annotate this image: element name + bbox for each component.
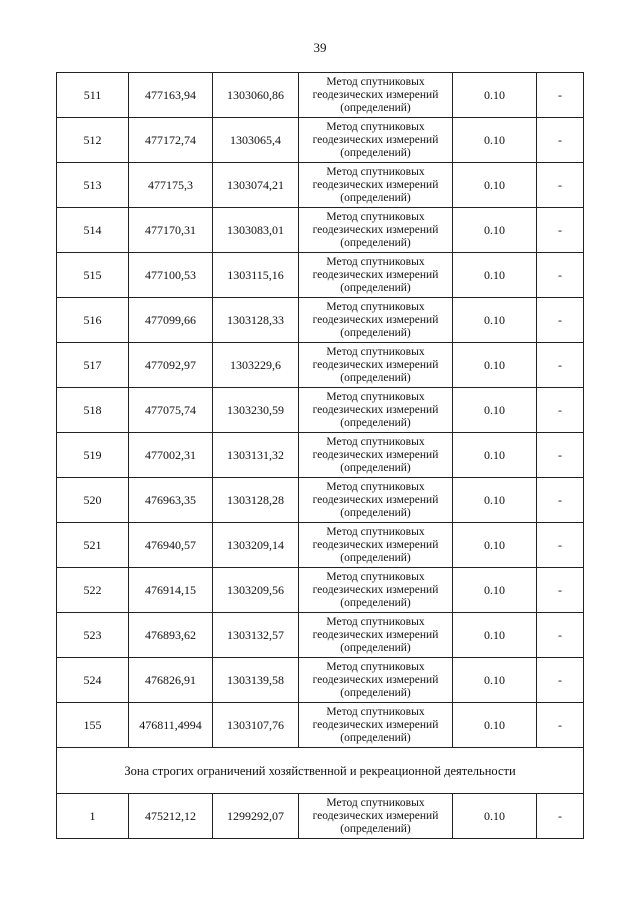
table-row xyxy=(57,523,584,568)
x-coordinate-cell: 477172,74 xyxy=(129,118,213,163)
method-line-3: (определений) xyxy=(340,551,411,564)
x-coordinate-cell: 477163,94 xyxy=(129,73,213,118)
point-number-cell: 519 xyxy=(57,433,129,478)
method-line-3: (определений) xyxy=(340,461,411,474)
x-coordinate-cell: 477100,53 xyxy=(129,253,213,298)
method-line-1: Метод спутниковых xyxy=(326,480,425,493)
x-coordinate-cell: 477092,97 xyxy=(129,343,213,388)
description-cell: - xyxy=(537,298,584,343)
method-line-3: (определений) xyxy=(340,641,411,654)
table-row xyxy=(57,163,584,208)
description-cell: - xyxy=(537,388,584,433)
method-cell xyxy=(299,343,453,388)
x-coordinate-cell: 477099,66 xyxy=(129,298,213,343)
method-cell xyxy=(299,298,453,343)
method-line-2: геодезических измерений xyxy=(312,718,439,731)
method-cell xyxy=(299,568,453,613)
method-line-2: геодезических измерений xyxy=(312,448,439,461)
method-cell xyxy=(299,73,453,118)
y-coordinate-cell: 1303128,33 xyxy=(213,298,299,343)
method-line-3: (определений) xyxy=(340,236,411,249)
y-coordinate-cell: 1303074,21 xyxy=(213,163,299,208)
method-line-3: (определений) xyxy=(340,146,411,159)
method-line-3: (определений) xyxy=(340,731,411,744)
point-number-cell: 1 xyxy=(57,794,129,839)
method-line-1: Метод спутниковых xyxy=(326,165,425,178)
method-line-3: (определений) xyxy=(340,191,411,204)
method-cell xyxy=(299,433,453,478)
description-cell: - xyxy=(537,703,584,748)
y-coordinate-cell: 1303128,28 xyxy=(213,478,299,523)
point-number-cell: 511 xyxy=(57,73,129,118)
method-line-1: Метод спутниковых xyxy=(326,660,425,673)
x-coordinate-cell: 476893,62 xyxy=(129,613,213,658)
method-line-3: (определений) xyxy=(340,281,411,294)
accuracy-cell: 0.10 xyxy=(453,298,537,343)
method-line-1: Метод спутниковых xyxy=(326,120,425,133)
y-coordinate-cell: 1303209,56 xyxy=(213,568,299,613)
method-line-3: (определений) xyxy=(340,506,411,519)
method-line-3: (определений) xyxy=(340,686,411,699)
description-cell: - xyxy=(537,73,584,118)
method-line-2: геодезических измерений xyxy=(312,493,439,506)
method-line-2: геодезических измерений xyxy=(312,88,439,101)
method-line-1: Метод спутниковых xyxy=(326,390,425,403)
table-row xyxy=(57,703,584,748)
method-line-1: Метод спутниковых xyxy=(326,796,425,809)
x-coordinate-cell: 477170,31 xyxy=(129,208,213,253)
y-coordinate-cell: 1303115,16 xyxy=(213,253,299,298)
y-coordinate-cell: 1303083,01 xyxy=(213,208,299,253)
accuracy-cell: 0.10 xyxy=(453,658,537,703)
x-coordinate-cell: 476940,57 xyxy=(129,523,213,568)
accuracy-cell: 0.10 xyxy=(453,613,537,658)
y-coordinate-cell: 1303060,86 xyxy=(213,73,299,118)
scan-edge-mark xyxy=(628,650,634,850)
y-coordinate-cell: 1303230,59 xyxy=(213,388,299,433)
description-cell: - xyxy=(537,478,584,523)
accuracy-cell: 0.10 xyxy=(453,523,537,568)
method-cell xyxy=(299,523,453,568)
method-line-3: (определений) xyxy=(340,371,411,384)
zone-title: Зона строгих ограничений хозяйственной и рекреационной деятельности xyxy=(57,748,584,794)
description-cell: - xyxy=(537,343,584,388)
description-cell: - xyxy=(537,794,584,839)
method-line-1: Метод спутниковых xyxy=(326,345,425,358)
point-number-cell: 520 xyxy=(57,478,129,523)
accuracy-cell: 0.10 xyxy=(453,388,537,433)
method-line-1: Метод спутниковых xyxy=(326,705,425,718)
point-number-cell: 518 xyxy=(57,388,129,433)
method-cell xyxy=(299,253,453,298)
method-line-1: Метод спутниковых xyxy=(326,210,425,223)
point-number-cell: 517 xyxy=(57,343,129,388)
point-number-cell: 516 xyxy=(57,298,129,343)
table-body-points xyxy=(57,73,584,748)
description-cell: - xyxy=(537,568,584,613)
method-line-2: геодезических измерений xyxy=(312,583,439,596)
description-cell: - xyxy=(537,523,584,568)
method-line-2: геодезических измерений xyxy=(312,358,439,371)
table-row xyxy=(57,794,584,839)
method-line-1: Метод спутниковых xyxy=(326,435,425,448)
x-coordinate-cell: 476914,15 xyxy=(129,568,213,613)
x-coordinate-cell: 477002,31 xyxy=(129,433,213,478)
accuracy-cell: 0.10 xyxy=(453,118,537,163)
y-coordinate-cell: 1299292,07 xyxy=(213,794,299,839)
table-row xyxy=(57,478,584,523)
method-cell xyxy=(299,388,453,433)
description-cell: - xyxy=(537,163,584,208)
point-number-cell: 513 xyxy=(57,163,129,208)
coordinates-table xyxy=(56,72,584,839)
description-cell: - xyxy=(537,658,584,703)
y-coordinate-cell: 1303132,57 xyxy=(213,613,299,658)
method-line-3: (определений) xyxy=(340,596,411,609)
table-row xyxy=(57,658,584,703)
method-line-1: Метод спутниковых xyxy=(326,255,425,268)
description-cell: - xyxy=(537,208,584,253)
accuracy-cell: 0.10 xyxy=(453,433,537,478)
method-line-3: (определений) xyxy=(340,326,411,339)
table-row xyxy=(57,388,584,433)
x-coordinate-cell: 477175,3 xyxy=(129,163,213,208)
method-cell xyxy=(299,118,453,163)
method-cell xyxy=(299,658,453,703)
x-coordinate-cell: 476963,35 xyxy=(129,478,213,523)
method-cell xyxy=(299,703,453,748)
zone-header-row xyxy=(57,748,584,794)
method-line-1: Метод спутниковых xyxy=(326,75,425,88)
method-cell xyxy=(299,613,453,658)
point-number-cell: 522 xyxy=(57,568,129,613)
method-cell xyxy=(299,163,453,208)
accuracy-cell: 0.10 xyxy=(453,794,537,839)
accuracy-cell: 0.10 xyxy=(453,478,537,523)
method-line-2: геодезических измерений xyxy=(312,673,439,686)
accuracy-cell: 0.10 xyxy=(453,253,537,298)
page-number: 39 xyxy=(313,40,327,55)
y-coordinate-cell: 1303131,32 xyxy=(213,433,299,478)
method-line-2: геодезических измерений xyxy=(312,268,439,281)
method-line-1: Метод спутниковых xyxy=(326,570,425,583)
method-line-1: Метод спутниковых xyxy=(326,300,425,313)
point-number-cell: 512 xyxy=(57,118,129,163)
table-row xyxy=(57,298,584,343)
x-coordinate-cell: 476826,91 xyxy=(129,658,213,703)
method-line-2: геодезических измерений xyxy=(312,133,439,146)
y-coordinate-cell: 1303065,4 xyxy=(213,118,299,163)
accuracy-cell: 0.10 xyxy=(453,163,537,208)
point-number-cell: 515 xyxy=(57,253,129,298)
method-line-2: геодезических измерений xyxy=(312,313,439,326)
method-cell xyxy=(299,794,453,839)
table-row xyxy=(57,118,584,163)
description-cell: - xyxy=(537,253,584,298)
table-row xyxy=(57,208,584,253)
x-coordinate-cell: 475212,12 xyxy=(129,794,213,839)
point-number-cell: 514 xyxy=(57,208,129,253)
description-cell: - xyxy=(537,613,584,658)
point-number-cell: 523 xyxy=(57,613,129,658)
x-coordinate-cell: 476811,4994 xyxy=(129,703,213,748)
method-line-1: Метод спутниковых xyxy=(326,525,425,538)
table-row xyxy=(57,73,584,118)
accuracy-cell: 0.10 xyxy=(453,208,537,253)
accuracy-cell: 0.10 xyxy=(453,343,537,388)
method-line-2: геодезических измерений xyxy=(312,178,439,191)
method-cell xyxy=(299,478,453,523)
y-coordinate-cell: 1303107,76 xyxy=(213,703,299,748)
x-coordinate-cell: 477075,74 xyxy=(129,388,213,433)
method-line-2: геодезических измерений xyxy=(312,403,439,416)
method-line-2: геодезических измерений xyxy=(312,538,439,551)
point-number-cell: 155 xyxy=(57,703,129,748)
table-body-zone-points xyxy=(57,794,584,839)
point-number-cell: 521 xyxy=(57,523,129,568)
table-row xyxy=(57,253,584,298)
table-row xyxy=(57,568,584,613)
accuracy-cell: 0.10 xyxy=(453,73,537,118)
accuracy-cell: 0.10 xyxy=(453,703,537,748)
y-coordinate-cell: 1303209,14 xyxy=(213,523,299,568)
y-coordinate-cell: 1303139,58 xyxy=(213,658,299,703)
method-cell xyxy=(299,208,453,253)
method-line-1: Метод спутниковых xyxy=(326,615,425,628)
method-line-2: геодезических измерений xyxy=(312,628,439,641)
point-number-cell: 524 xyxy=(57,658,129,703)
method-line-3: (определений) xyxy=(340,822,411,835)
method-line-3: (определений) xyxy=(340,416,411,429)
method-line-3: (определений) xyxy=(340,101,411,114)
description-cell: - xyxy=(537,433,584,478)
accuracy-cell: 0.10 xyxy=(453,568,537,613)
table-row xyxy=(57,433,584,478)
description-cell: - xyxy=(537,118,584,163)
method-line-2: геодезических измерений xyxy=(312,809,439,822)
table-row xyxy=(57,343,584,388)
method-line-2: геодезических измерений xyxy=(312,223,439,236)
y-coordinate-cell: 1303229,6 xyxy=(213,343,299,388)
table-row xyxy=(57,613,584,658)
